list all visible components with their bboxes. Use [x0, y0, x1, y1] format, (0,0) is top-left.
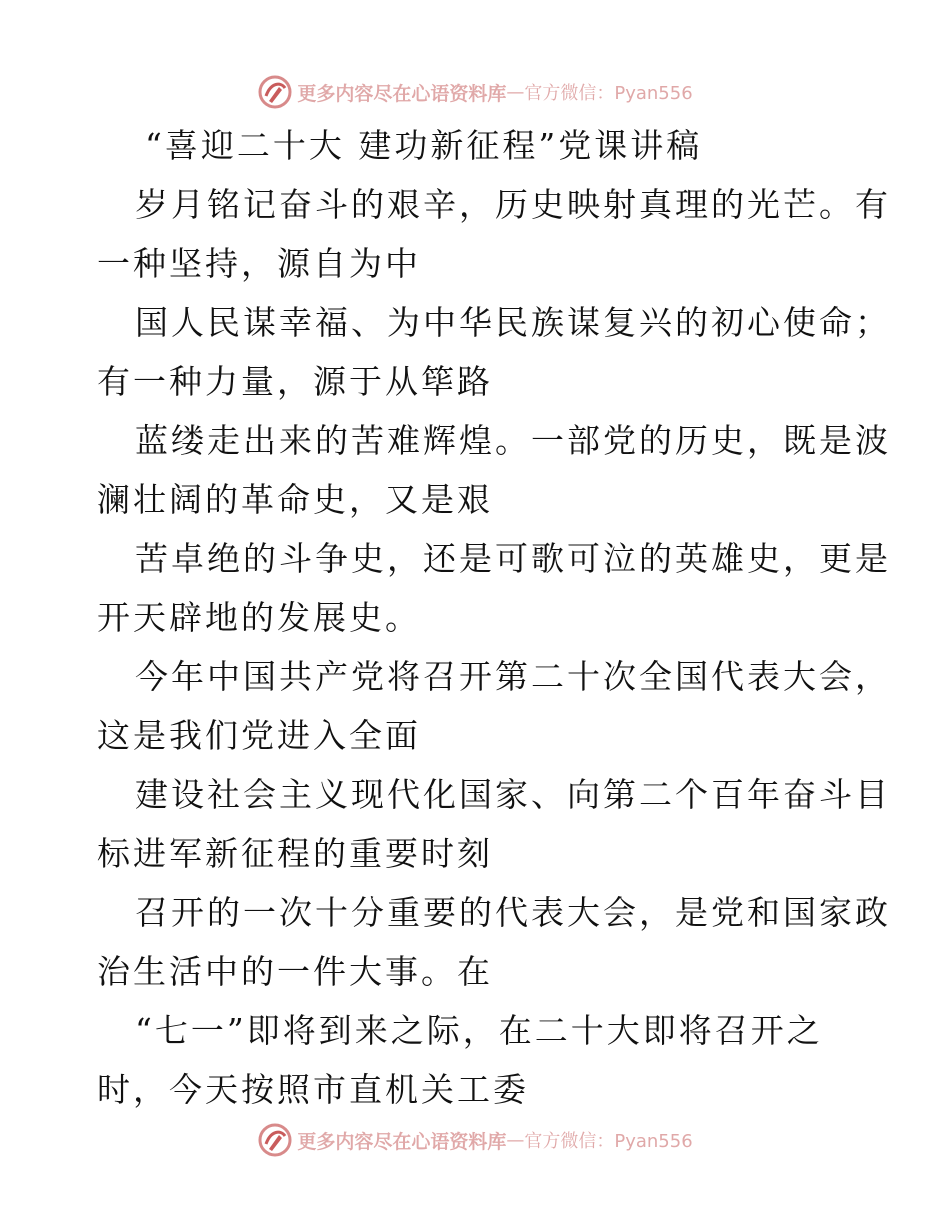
- document-title: “喜迎二十大 建功新征程”党课讲稿: [145, 126, 703, 165]
- paragraph-line: 国人民谋幸福、为中华民族谋复兴的初心使命；: [135, 303, 891, 342]
- paragraph-line: 这是我们党进入全面: [97, 716, 421, 755]
- paragraph-line: “七一”即将到来之际，在二十大即将召开之: [135, 1011, 823, 1050]
- paragraph-line: 蓝缕走出来的苦难辉煌。一部党的历史，既是波: [135, 421, 891, 460]
- paragraph-line: 岁月铭记奋斗的艰辛，历史映射真理的光芒。有: [135, 185, 891, 224]
- paragraph-line: 澜壮阔的革命史，又是艰: [97, 480, 493, 519]
- watermark-dash: —: [506, 1129, 525, 1151]
- header-watermark: [0, 72, 950, 112]
- paragraph-line: 今年中国共产党将召开第二十次全国代表大会，: [135, 657, 891, 696]
- footer-watermark: [0, 1120, 950, 1160]
- paragraph-line: 一种坚持，源自为中: [97, 244, 421, 283]
- paragraph-line: 治生活中的一件大事。在: [97, 952, 493, 991]
- watermark-main-text: 更多内容尽在心语资料库: [297, 1130, 507, 1153]
- paragraph-line: 建设社会主义现代化国家、向第二个百年奋斗目: [135, 775, 891, 814]
- watermark-sub-text: 官方微信：Pyan556: [524, 83, 693, 104]
- paragraph-line: 苦卓绝的斗争史，还是可歌可泣的英雄史，更是: [135, 539, 891, 578]
- document-body: [97, 124, 891, 1112]
- brand-logo-icon: [257, 74, 293, 110]
- paragraph-line: 有一种力量，源于从筚路: [97, 362, 493, 401]
- paragraph-line: 召开的一次十分重要的代表大会，是党和国家政: [135, 893, 891, 932]
- watermark-main-text: 更多内容尽在心语资料库: [297, 82, 507, 105]
- paragraph-line: 时，今天按照市直机关工委: [97, 1070, 529, 1109]
- paragraph-line: 标进军新征程的重要时刻: [97, 834, 493, 873]
- brand-logo-icon: [257, 1122, 293, 1158]
- watermark-sub-text: 官方微信：Pyan556: [524, 1131, 693, 1152]
- watermark-dash: —: [506, 81, 525, 103]
- paragraph-line: 开天辟地的发展史。: [97, 598, 421, 637]
